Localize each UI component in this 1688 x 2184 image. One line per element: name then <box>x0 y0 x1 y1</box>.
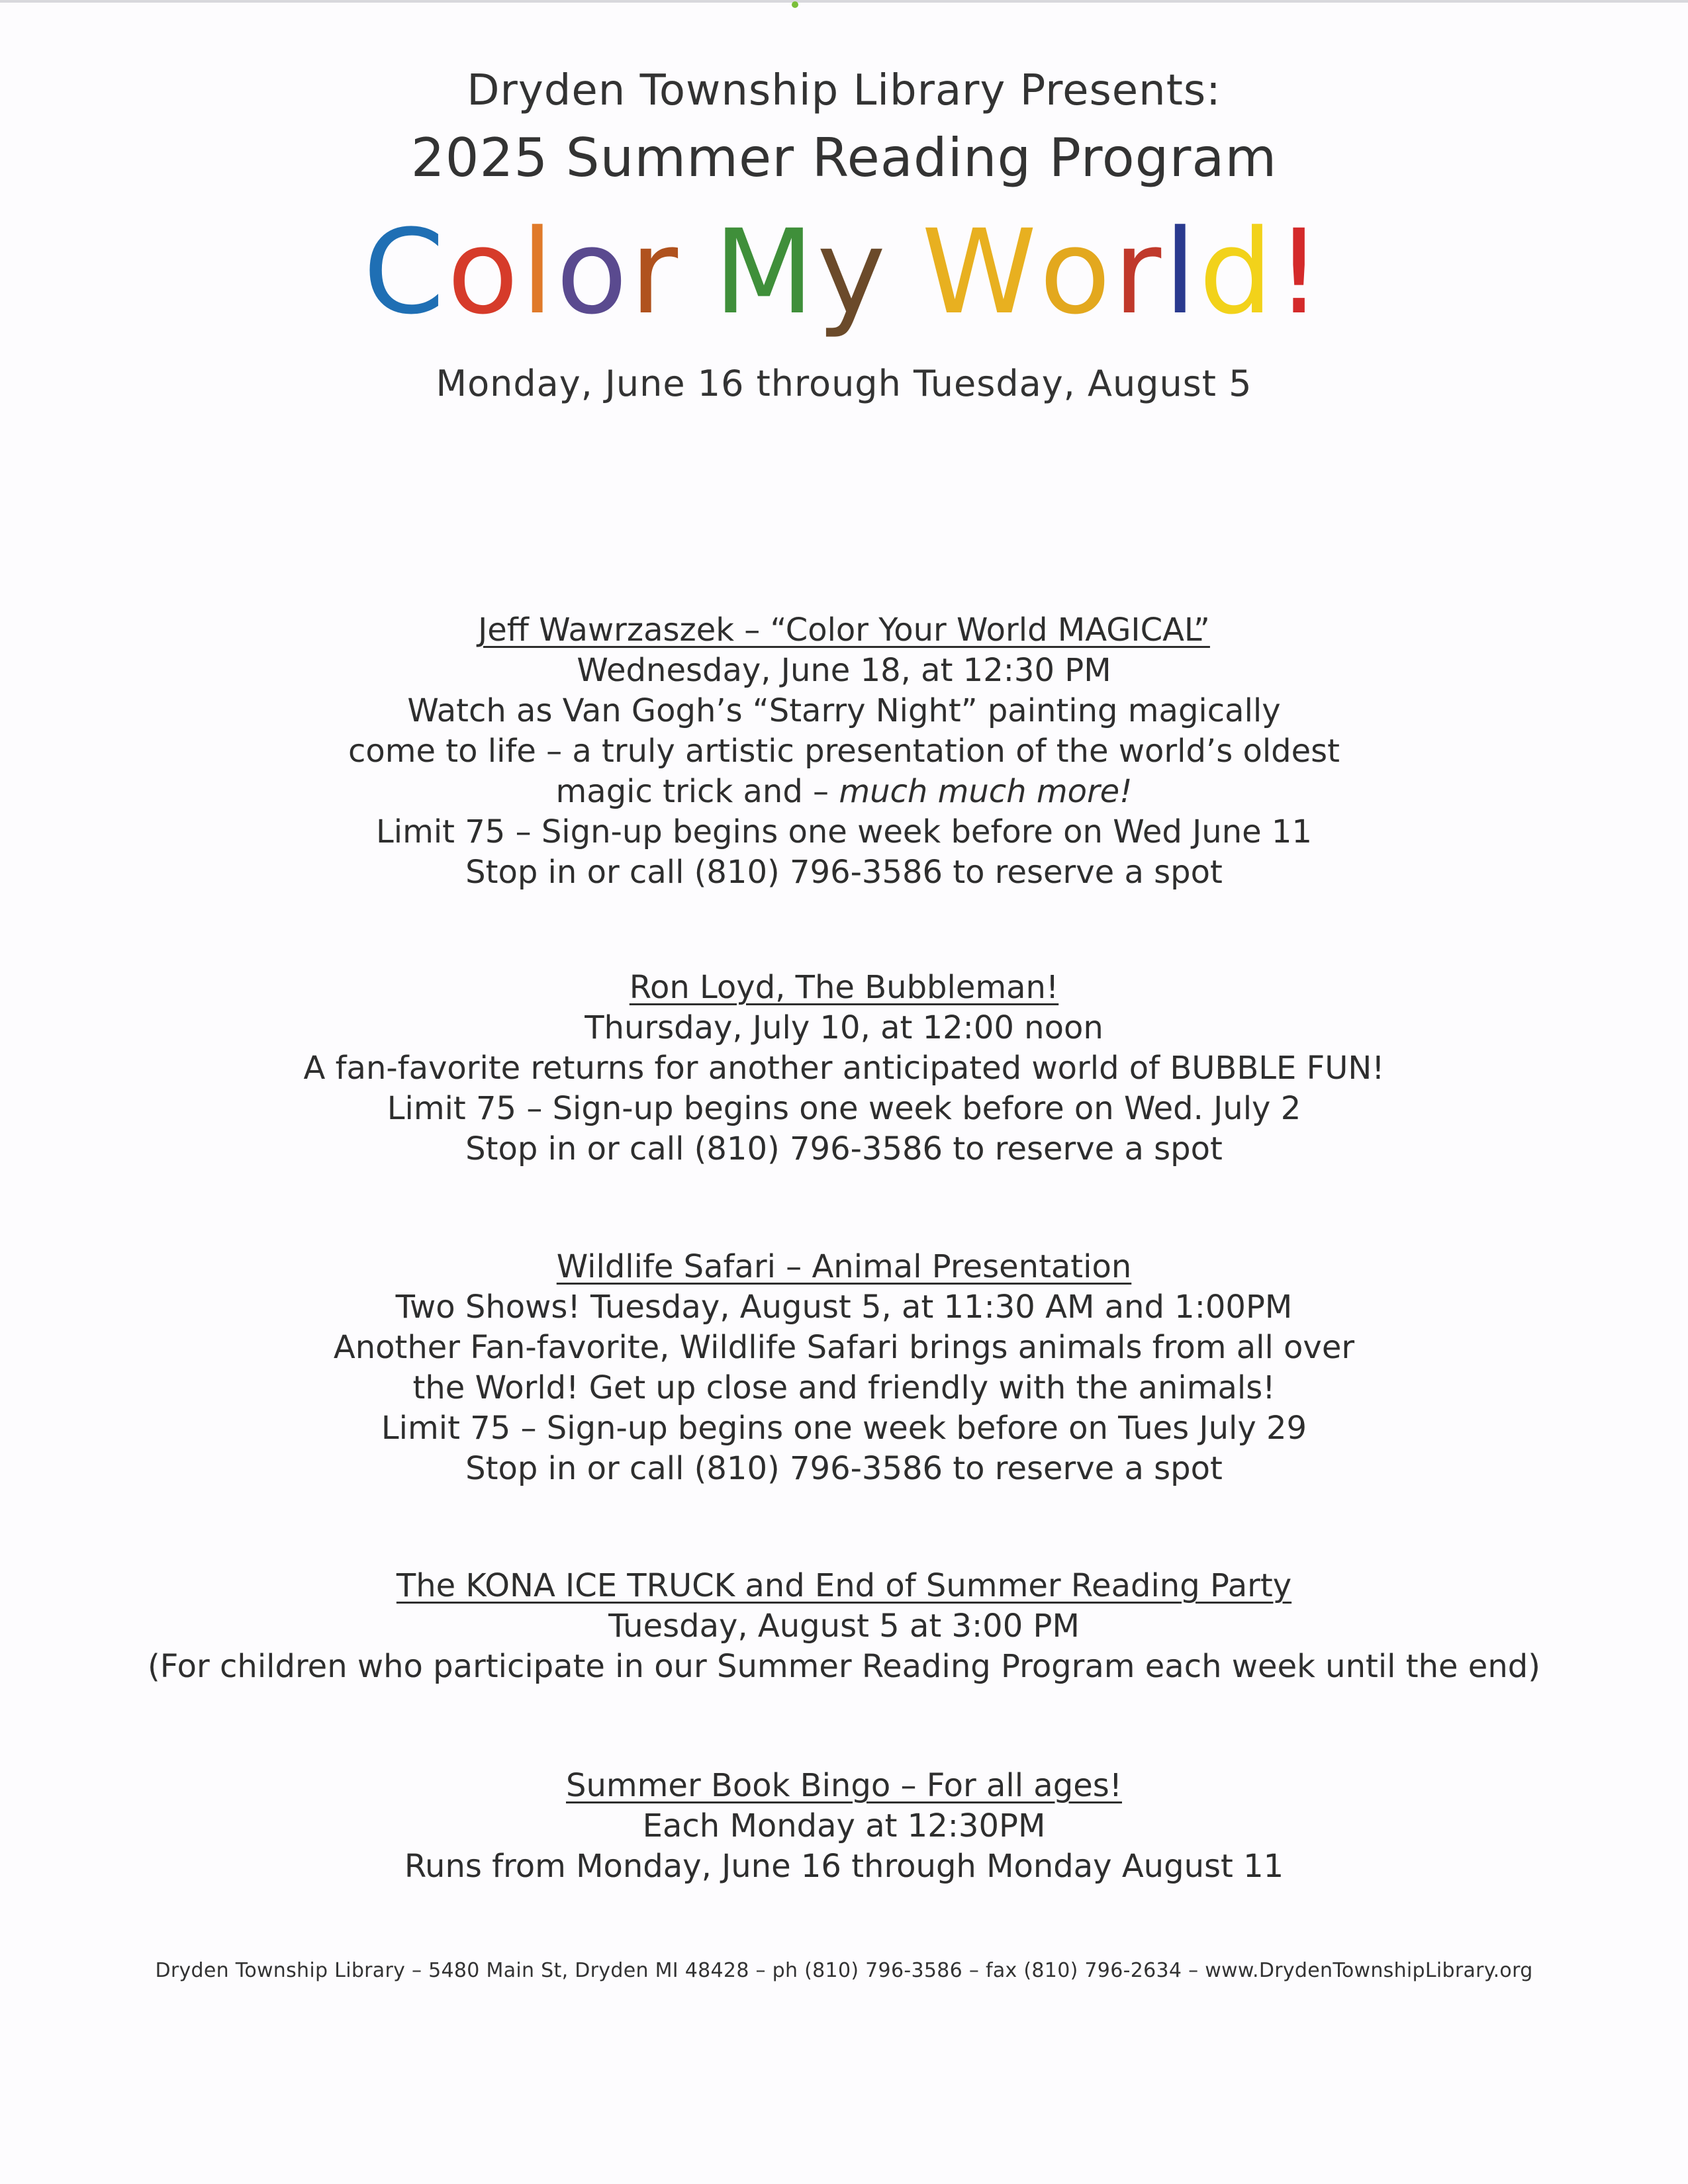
theme-letter: o <box>556 205 630 340</box>
footer-contact: Dryden Township Library – 5480 Main St, Dryden MI 48428 – ph (810) 796-3586 – fax (810) 796-2634 – www.DrydenTownshipLibrary.org <box>155 1959 1533 1982</box>
theme-letter: M <box>714 205 817 340</box>
pre-title: Dryden Township Library Presents: <box>467 66 1221 115</box>
event-description: come to life – a truly artistic presentation of the world’s oldest <box>348 733 1340 770</box>
program-title: 2025 Summer Reading Program <box>410 127 1278 189</box>
theme-letter: o <box>1039 205 1113 340</box>
theme-letter: y <box>816 205 889 340</box>
event-limit: Limit 75 – Sign-up begins one week before on Wed June 11 <box>375 813 1312 850</box>
event-description: the World! Get up close and friendly with the animals! <box>412 1369 1276 1406</box>
event-title: The KONA ICE TRUCK and End of Summer Reading Party <box>396 1567 1292 1604</box>
event-date: Thursday, July 10, at 12:00 noon <box>585 1009 1103 1046</box>
event-title: Jeff Wawrzaszek – “Color Your World MAGICAL” <box>478 612 1210 649</box>
theme-letter: C <box>363 205 447 340</box>
page-top-edge <box>0 0 1688 3</box>
theme-letter: ! <box>1275 205 1325 340</box>
theme-letter: r <box>1113 205 1164 340</box>
theme-letter: o <box>447 205 522 340</box>
event-magic-show <box>0 610 1688 893</box>
theme-title <box>0 206 1688 339</box>
event-description: Another Fan-favorite, Wildlife Safari brings animals from all over <box>333 1329 1355 1366</box>
event-book-bingo <box>0 1766 1688 1887</box>
theme-letter: W <box>921 205 1040 340</box>
event-bubbleman <box>0 968 1688 1169</box>
event-description: A fan-favorite returns for another anticipated world of BUBBLE FUN! <box>303 1050 1385 1087</box>
event-title: Ron Loyd, The Bubbleman! <box>629 969 1059 1006</box>
theme-letter: l <box>521 205 557 340</box>
scan-dot <box>792 1 798 8</box>
event-kona-ice <box>0 1566 1688 1687</box>
program-dates: Monday, June 16 through Tuesday, August 5 <box>436 363 1252 404</box>
event-wildlife-safari <box>0 1247 1688 1489</box>
theme-letter: d <box>1199 205 1276 340</box>
event-date: Tuesday, August 5 at 3:00 PM <box>608 1608 1080 1645</box>
event-limit: Limit 75 – Sign-up begins one week before on Wed. July 2 <box>387 1090 1301 1127</box>
theme-letter: l <box>1164 205 1199 340</box>
event-description-end <box>0 772 1688 812</box>
event-date: Wednesday, June 18, at 12:30 PM <box>577 652 1111 689</box>
event-date: Two Shows! Tuesday, August 5, at 11:30 AM and 1:00PM <box>395 1289 1293 1326</box>
event-date: Each Monday at 12:30PM <box>642 1807 1046 1844</box>
event-title: Wildlife Safari – Animal Presentation <box>556 1248 1132 1285</box>
event-description-text: magic trick and – <box>555 773 839 810</box>
theme-letter <box>680 206 714 339</box>
event-description-italic: much much more! <box>839 773 1133 810</box>
event-reserve: Stop in or call (810) 796-3586 to reserve a spot <box>465 854 1223 891</box>
event-title: Summer Book Bingo – For all ages! <box>566 1767 1122 1804</box>
event-reserve: Stop in or call (810) 796-3586 to reserve a spot <box>465 1450 1223 1487</box>
event-description: Runs from Monday, June 16 through Monday August 11 <box>404 1848 1284 1885</box>
event-reserve: Stop in or call (810) 796-3586 to reserve a spot <box>465 1130 1223 1167</box>
theme-letter: r <box>630 205 681 340</box>
event-description: (For children who participate in our Summer Reading Program each week until the end) <box>148 1648 1540 1685</box>
theme-letter <box>888 206 921 339</box>
event-limit: Limit 75 – Sign-up begins one week before on Tues July 29 <box>381 1410 1307 1447</box>
event-description: Watch as Van Gogh’s “Starry Night” painting magically <box>407 692 1281 729</box>
